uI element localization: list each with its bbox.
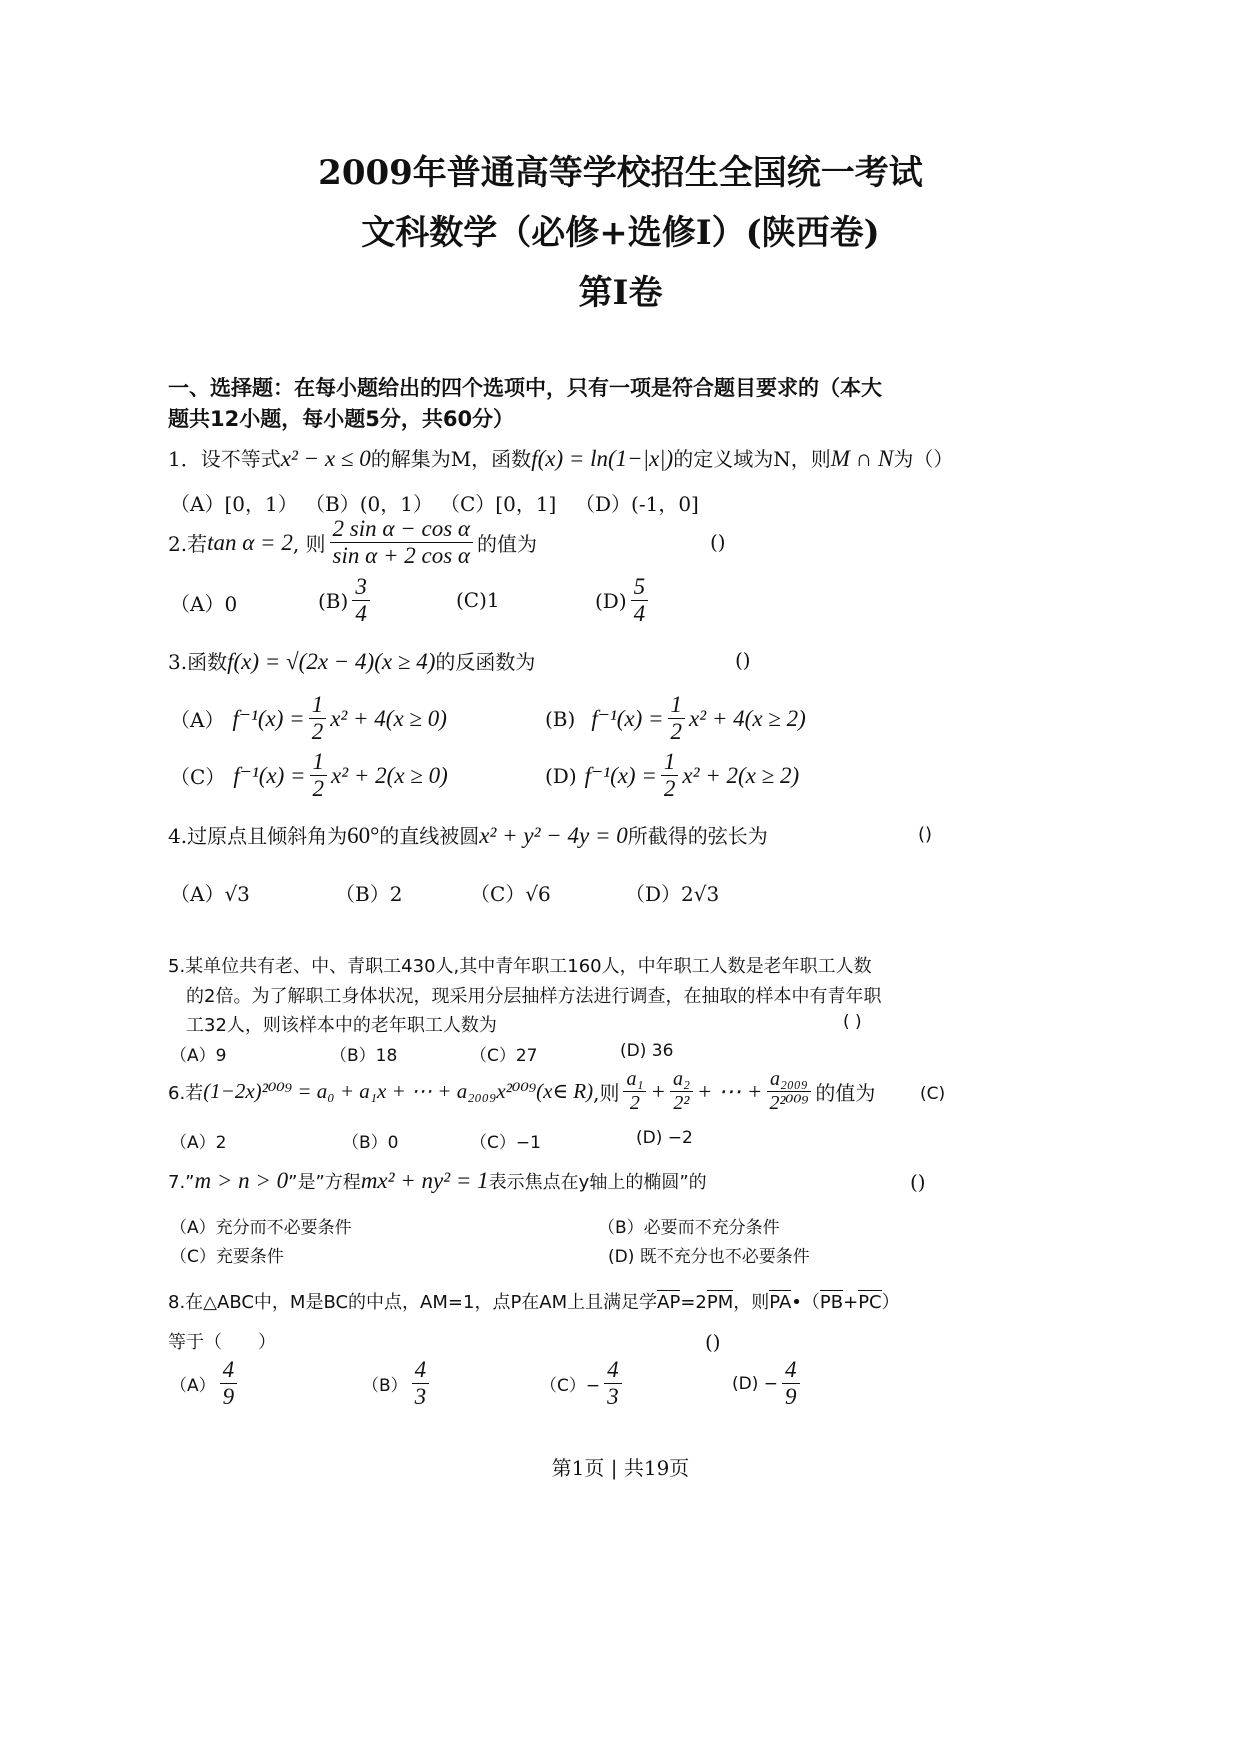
q8-vector-pa: PA — [769, 1292, 792, 1313]
q3-option-a — [170, 692, 447, 746]
q6-text-c: 的值为 — [815, 1081, 876, 1105]
q3-option-b-den: 2 — [670, 719, 683, 745]
q2-text-c: 的值为 — [476, 532, 537, 557]
q4-option-b: （B）2 — [335, 882, 403, 906]
exam-subtitle: 文科数学（必修+选修Ⅰ）(陕西卷) — [361, 213, 880, 253]
q6-option-c: （C）−1 — [470, 1133, 541, 1153]
q8-option-a-num: 4 — [220, 1357, 238, 1384]
q8-text-a: 8.在△ABC中，M是BC的中点，AM=1，点P在AM上且满足学 — [168, 1292, 658, 1313]
q8-option-c-fraction — [604, 1357, 622, 1411]
volume-title: 第Ⅰ卷 — [578, 273, 663, 313]
q7-option-d: (D) 既不充分也不必要条件 — [608, 1247, 810, 1267]
q3-option-b-num: 1 — [668, 692, 686, 719]
q4-text-a: 4.过原点且倾斜角为 — [168, 824, 348, 848]
q2-option-b-label: (B) — [318, 588, 349, 613]
q1-math-intersection: M ∩ N — [830, 446, 894, 471]
q8-option-c-den: 3 — [607, 1384, 619, 1410]
q1-math-inequality: x² − x ≤ 0 — [280, 446, 371, 471]
page-footer: 第1页 | 共19页 — [551, 1456, 690, 1480]
q3-option-a-num: 1 — [309, 692, 327, 719]
q8-option-c-label: （C）− — [540, 1376, 601, 1397]
q4-text-c: 所截得的弦长为 — [627, 824, 768, 848]
question-8-stem — [168, 1288, 900, 1314]
q8-option-b-num: 4 — [412, 1357, 430, 1384]
q3-option-b-fraction — [668, 692, 686, 746]
q2-option-a: （A）0 — [170, 592, 238, 616]
q8-answer-paren: () — [705, 1330, 721, 1354]
q7-option-c: （C）充要条件 — [170, 1247, 284, 1267]
q3-option-b-post: x² + 4(x ≥ 2) — [689, 705, 806, 731]
q1-option-d: （D）(-1，0] — [575, 492, 699, 516]
q6-fraction-3-num: a₂₀₀₉ — [767, 1068, 811, 1092]
q7-text-b: ”是”方程 — [288, 1172, 361, 1193]
q4-text-b: 的直线被圆 — [379, 824, 480, 848]
q8-text-eq: =2 — [680, 1292, 707, 1313]
q1-math-function: f(x) = ln(1−|x|) — [531, 446, 674, 471]
q6-plus-1: + — [650, 1078, 666, 1104]
q3-option-c-label: （C） — [170, 765, 226, 790]
q2-fraction — [330, 516, 473, 570]
q6-answer: (C) — [920, 1084, 946, 1104]
q8-option-a-fraction — [220, 1357, 238, 1411]
q2-text-b: , 则 — [292, 532, 326, 557]
q8-option-c-num: 4 — [604, 1357, 622, 1384]
q3-option-a-label: （A） — [170, 708, 225, 733]
q8-option-d-den: 9 — [785, 1384, 797, 1410]
exam-title: 2009年普通高等学校招生全国统一考试 — [318, 153, 923, 193]
q8-vector-ap: AP — [657, 1292, 681, 1313]
q2-option-d — [595, 574, 652, 628]
q8-option-d-num: 4 — [782, 1357, 800, 1384]
q6-fraction-2-num: a₂ — [670, 1068, 693, 1092]
q7-math-condition: m > n > 0 — [194, 1168, 289, 1193]
q6-fraction-1-den: 2 — [629, 1092, 640, 1114]
q6-option-a: （A）2 — [170, 1133, 227, 1153]
q8-vector-pm: PM — [706, 1292, 734, 1313]
q3-option-b — [545, 692, 806, 746]
section-heading-line1: 一、选择题：在每小题给出的四个选项中，只有一项是符合题目要求的（本大 — [168, 376, 882, 400]
q1-text-a: 1．设不等式 — [168, 447, 281, 471]
q3-option-c-den: 2 — [312, 776, 325, 802]
q3-option-c-post: x² + 2(x ≥ 0) — [331, 762, 448, 788]
q6-option-b: （B）0 — [342, 1133, 399, 1153]
q3-option-b-pre: f⁻¹(x) = — [591, 705, 664, 731]
q2-option-b — [318, 574, 374, 628]
q3-option-c — [170, 749, 448, 803]
q2-text-a: 2.若 — [168, 532, 208, 557]
q1-text-c: 的定义域为N，则 — [673, 447, 831, 471]
q3-text-a: 3.函数 — [168, 650, 228, 674]
q8-option-a — [170, 1357, 241, 1411]
q4-answer-paren: () — [918, 824, 933, 845]
q6-math-expansion: (1−2x)²⁰⁰⁹ = a₀ + a₁x + ⋯ + a₂₀₀₉x²⁰⁰⁹(x∈ R) — [203, 1079, 594, 1103]
q1-text-b: 的解集为M，函数 — [370, 447, 532, 471]
q3-option-a-pre: f⁻¹(x) = — [232, 705, 305, 731]
q6-text-a: 6.若 — [168, 1082, 204, 1104]
section-heading-line2: 题共12小题，每小题5分，共60分） — [168, 407, 515, 431]
question-5-line3: 工32人，则该样本中的老年职工人数为 — [186, 1015, 497, 1036]
q2-option-b-num: 3 — [352, 574, 370, 601]
q5-option-d: (D) 36 — [620, 1041, 674, 1061]
q2-option-d-den: 4 — [633, 601, 646, 627]
q4-option-c: （C）√6 — [470, 882, 551, 906]
q1-text-d: 为（） — [893, 447, 954, 471]
q7-answer-paren: () — [910, 1170, 926, 1194]
q8-option-d — [732, 1357, 804, 1411]
q7-text-a: 7.” — [168, 1172, 195, 1193]
q2-math-tan: tan α = 2 — [207, 529, 293, 555]
question-3-stem — [168, 646, 535, 675]
q6-fraction-3-den: 2²⁰⁰⁹ — [769, 1092, 809, 1114]
q8-text-b: ，则 — [733, 1292, 770, 1313]
q8-text-dot: •（ — [791, 1292, 820, 1313]
q2-option-b-fraction — [352, 574, 370, 628]
q3-text-b: 的反函数为 — [435, 650, 536, 674]
q7-option-a: （A）充分而不必要条件 — [170, 1218, 352, 1238]
q3-option-d — [545, 749, 799, 803]
q7-option-b: （B）必要而不充分条件 — [598, 1218, 780, 1238]
q5-answer-paren: ( ) — [843, 1012, 862, 1032]
q8-option-b-label: （B） — [362, 1376, 408, 1397]
q8-option-b — [362, 1357, 433, 1411]
q7-math-equation: mx² + ny² = 1 — [360, 1168, 489, 1193]
q2-option-d-label: (D) — [595, 588, 627, 613]
q8-option-c — [540, 1357, 626, 1411]
q6-fraction-2 — [670, 1068, 693, 1115]
q1-option-b: （B）(0，1） — [305, 492, 433, 516]
q3-answer-paren: () — [735, 648, 751, 672]
q6-fraction-2-den: 2² — [673, 1092, 690, 1114]
q4-option-a: （A）√3 — [170, 882, 250, 906]
q8-option-a-den: 9 — [222, 1384, 235, 1410]
q8-vector-pb: PB — [819, 1292, 844, 1313]
q3-option-c-fraction — [310, 749, 328, 803]
q3-option-d-pre: f⁻¹(x) = — [584, 762, 657, 788]
q6-option-d: (D) −2 — [636, 1128, 693, 1148]
question-5-line2: 的2倍。为了解职工身体状况，现采用分层抽样方法进行调查，在抽取的样本中有青年职 — [186, 986, 882, 1007]
q2-fraction-num: 2 sin α − cos α — [330, 516, 473, 543]
q4-math-circle: x² + y² − 4y = 0 — [479, 823, 628, 848]
q6-fraction-1 — [623, 1068, 646, 1115]
q3-option-d-num: 1 — [661, 749, 679, 776]
q3-option-b-label: (B) — [545, 706, 576, 731]
q1-option-a: （A）[0，1） — [170, 492, 298, 516]
q4-option-d: （D）2√3 — [625, 882, 720, 906]
question-8-line2: 等于（ ） — [168, 1332, 276, 1353]
question-5-line1: 5.某单位共有老、中、青职工430人,其中青年职工160人，中年职工人数是老年职工人数 — [168, 956, 872, 977]
q3-option-d-label: (D) — [545, 763, 577, 788]
question-1-stem — [168, 443, 953, 472]
q7-text-c: 表示焦点在y轴上的椭圆”的 — [488, 1172, 707, 1193]
q3-option-a-den: 2 — [311, 719, 324, 745]
q8-option-b-den: 3 — [414, 1384, 427, 1410]
q8-option-b-fraction — [412, 1357, 430, 1411]
q3-option-a-fraction — [309, 692, 327, 746]
q5-option-c: （C）27 — [470, 1046, 538, 1066]
q6-text-b: ,则 — [593, 1081, 620, 1105]
q3-option-c-num: 1 — [310, 749, 328, 776]
q2-option-c: (C)1 — [456, 588, 500, 612]
q8-text-close: ） — [881, 1292, 900, 1313]
q2-option-d-num: 5 — [631, 574, 649, 601]
q8-option-d-label: (D) − — [732, 1373, 779, 1394]
q8-option-a-label: （A） — [170, 1376, 216, 1397]
q3-math-function: f(x) = √(2x − 4)(x ≥ 4) — [227, 649, 436, 674]
q3-option-c-pre: f⁻¹(x) = — [233, 762, 306, 788]
q8-vector-pc: PC — [858, 1292, 882, 1313]
q3-option-d-fraction — [661, 749, 679, 803]
q8-text-plus: + — [843, 1292, 859, 1313]
q8-option-d-fraction — [782, 1357, 800, 1411]
q5-option-b: （B）18 — [330, 1046, 398, 1066]
q6-plus-2: + ⋯ + — [696, 1078, 763, 1104]
q2-option-b-den: 4 — [355, 601, 367, 627]
q6-fraction-1-num: a₁ — [623, 1068, 646, 1092]
q3-option-d-den: 2 — [663, 776, 676, 802]
q6-fraction-3 — [766, 1068, 811, 1115]
question-7-stem — [168, 1168, 707, 1194]
q5-option-a: （A）9 — [170, 1046, 227, 1066]
q3-option-a-post: x² + 4(x ≥ 0) — [330, 705, 447, 731]
question-4-stem — [168, 820, 768, 849]
q1-option-c: （C）[0，1] — [440, 492, 557, 516]
q4-math-angle: 60° — [347, 823, 380, 848]
q2-option-d-fraction — [631, 574, 649, 628]
question-6-stem — [168, 1068, 875, 1115]
question-2-stem — [168, 516, 537, 570]
q2-fraction-den: sin α + 2 cos α — [332, 543, 470, 569]
q3-option-d-post: x² + 2(x ≥ 2) — [682, 762, 800, 788]
q2-answer-paren: () — [710, 530, 726, 554]
